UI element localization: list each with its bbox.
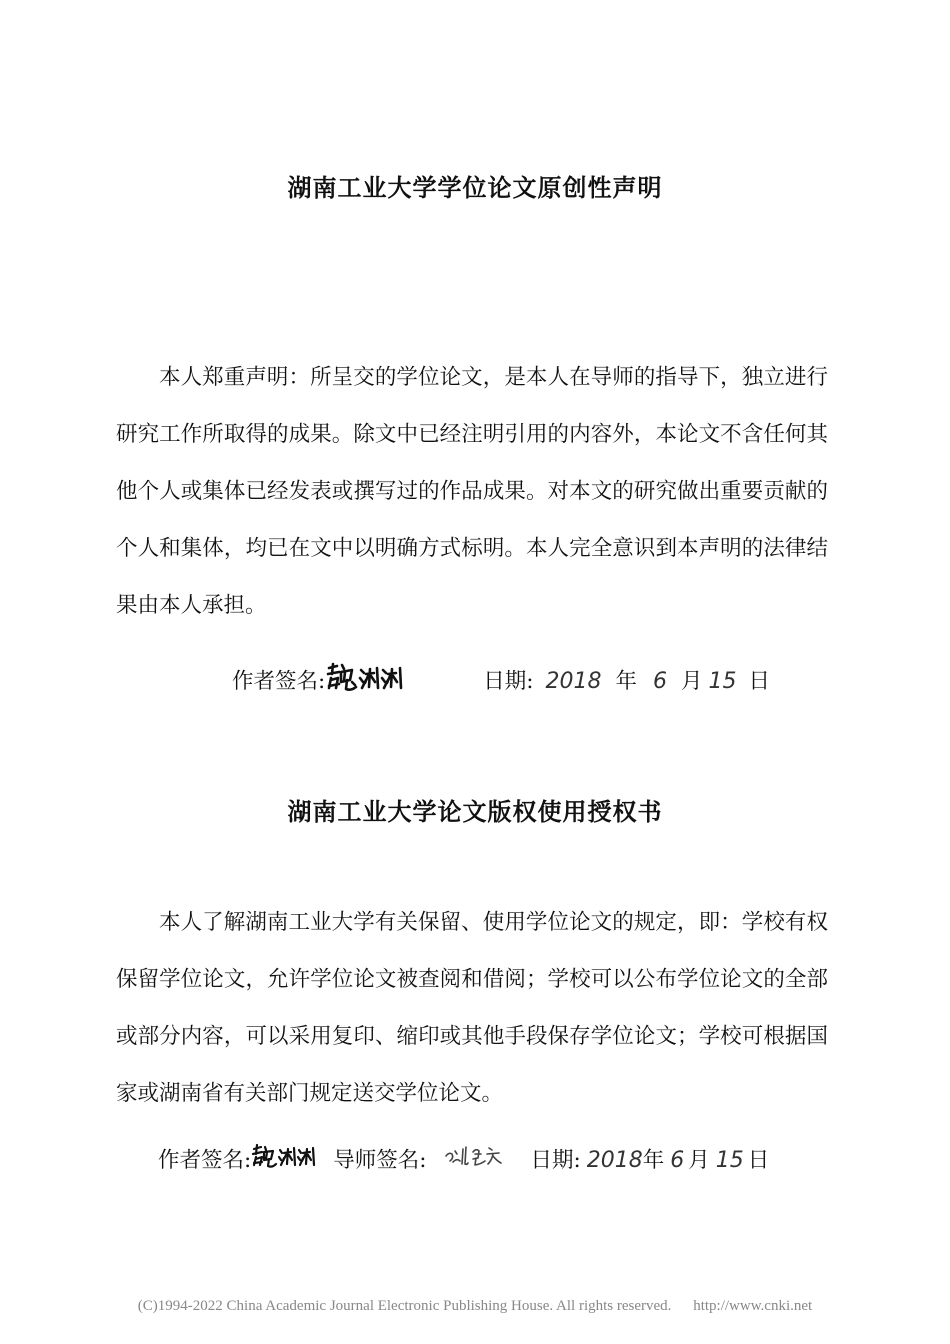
declaration-year-unit: 年 (615, 668, 638, 694)
declaration-title: 湖南工业大学学位论文原创性声明 (287, 174, 663, 202)
authorization-author-handwriting (251, 1142, 323, 1179)
advisor-signature-handwriting (443, 1142, 507, 1179)
authorization-month-unit: 月 (688, 1147, 710, 1173)
authorization-day: 15 (715, 1147, 744, 1173)
authorization-day-unit: 日 (747, 1147, 770, 1173)
authorization-title: 湖南工业大学论文版权使用授权书 (287, 798, 663, 826)
authorization-year: 2018 (586, 1147, 643, 1173)
declaration-day-unit: 日 (748, 668, 771, 694)
footer-copyright: (C)1994-2022 China Academic Journal Electronic Publishing House. All rights reserved. (137, 1298, 672, 1314)
declaration-signature-line (232, 660, 770, 703)
declaration-day: 15 (708, 668, 737, 694)
footer-url[interactable]: http://www.cnki.net (693, 1298, 813, 1314)
author-signature-handwriting (325, 660, 417, 703)
authorization-year-unit: 年 (642, 1147, 665, 1173)
authorization-body: 本人了解湖南工业大学有关保留、使用学位论文的规定，即：学校有权保留学位论文，允许学位论文被查阅和借阅；学校可以公布学位论文的全部或部分内容，可以采用复印、缩印或其他手段保存学位论文；学校可根据国家或湖南省有关部门规定送交学位论文。 (116, 910, 828, 1106)
authorization-month: 6 (670, 1147, 685, 1173)
authorization-author-label: 作者签名: (158, 1147, 252, 1173)
declaration-year: 2018 (545, 668, 602, 694)
declaration-body: 本人郑重声明：所呈交的学位论文，是本人在导师的指导下，独立进行研究工作所取得的成果。除文中已经注明引用的内容外，本论文不含任何其他个人或集体已经发表或撰写过的作品成果。对本文的研究做出重要贡献的个人和集体，均已在文中以明确方式标明。本人完全意识到本声明的法律结果由本人承担。 (116, 365, 828, 618)
declaration-month: 6 (653, 668, 668, 694)
authorization-signature-line (158, 1142, 769, 1179)
author-signature-label: 作者签名: (232, 668, 326, 694)
cnki-footer (0, 1298, 950, 1315)
declaration-month-unit: 月 (681, 668, 703, 694)
authorization-date-label: 日期: (530, 1147, 581, 1173)
declaration-date-label: 日期: (483, 668, 534, 694)
advisor-signature-label: 导师签名: (333, 1147, 427, 1173)
